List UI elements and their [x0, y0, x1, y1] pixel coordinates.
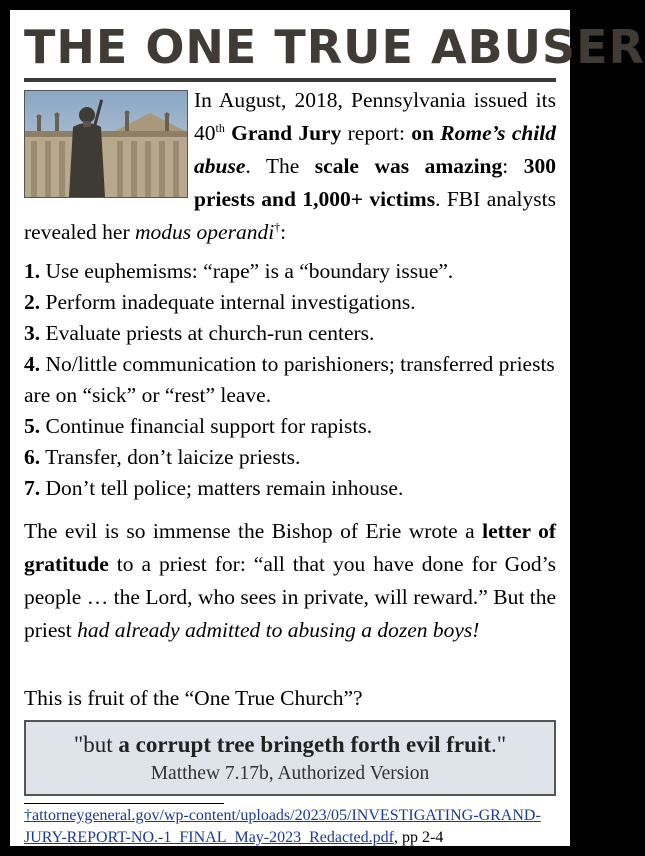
scripture-quote [26, 728, 554, 762]
quote-text: "but [73, 732, 119, 757]
romes-child-abuse-term: Rome’s child abuse [194, 121, 557, 178]
list-text: Don’t tell police; matters remain inhouse. [45, 476, 404, 500]
scripture-citation: Matthew 7.17b, Authorized Version [150, 763, 430, 784]
list-text: Transfer, don’t laicize priests. [45, 445, 301, 469]
intro-text: : [502, 154, 524, 178]
modus-operandi-term: modus operandi [135, 220, 275, 244]
intro-text: . The [245, 154, 315, 178]
paragraph-text: The evil is so immense the Bishop of Erie wrote a [24, 519, 483, 543]
list-number: 5. [24, 414, 41, 438]
list-item [24, 411, 556, 442]
list-item [24, 318, 556, 349]
intro-paragraph [24, 84, 556, 249]
footnote-marker: † [274, 219, 281, 234]
scripture-quote-box [24, 720, 556, 796]
poster-card [10, 10, 645, 846]
intro-text: : [280, 220, 287, 244]
list-item [24, 287, 556, 318]
list-text: Continue financial support for rapists. [45, 414, 373, 438]
list-item [24, 473, 556, 504]
list-text: No/little communication to parishioners; transferred priests are on “sick” or “rest” leave. [24, 352, 555, 407]
list-number: 7. [24, 476, 41, 500]
bishop-paragraph [24, 515, 556, 647]
intro-text: In August, 2018, Pennsylvania issued its 40 [194, 88, 556, 145]
title-divider [24, 78, 556, 82]
quote-text: ." [490, 732, 507, 757]
on-term: on [411, 121, 434, 145]
page-title: THE ONE TRUE ABUSER [24, 20, 645, 74]
list-number: 6. [24, 445, 41, 469]
grand-jury-term: Grand Jury [231, 121, 342, 145]
source-url: attorneygeneral.gov/wp-content/uploads/2023/05/INVESTIGATING-GRAND-JURY-REPORT-NO.-1_FINAL_May-2023_Redacted.pdf [24, 807, 541, 846]
list-item [24, 349, 556, 411]
letter-of-gratitude-term: letter of gratitude [24, 519, 557, 576]
modus-operandi-list [24, 256, 556, 504]
list-text: Use euphemisms: “rape” is a “boundary issue”. [45, 259, 454, 283]
list-number: 2. [24, 290, 41, 314]
footnote [24, 805, 560, 849]
footnote-dagger: † [24, 807, 32, 824]
scale-term: scale was amazing [314, 154, 503, 178]
ordinal-suffix: th [215, 120, 225, 135]
list-number: 3. [24, 321, 41, 345]
list-text: Evaluate priests at church-run centers. [45, 321, 375, 345]
paragraph-text: to a priest for: “all that you have done for God’s people … the Lord, who sees in private, will reward.” But the priest [24, 552, 556, 642]
list-number: 4. [24, 352, 41, 376]
admission-text: had already admitted to abusing a dozen boys! [77, 618, 480, 642]
source-link[interactable] [24, 807, 541, 846]
page-reference: , pp 2-4 [393, 829, 444, 846]
footnote-divider [24, 803, 224, 804]
quote-emphasis: a corrupt tree bringeth forth evil fruit [118, 732, 491, 757]
list-text: Perform inadequate internal investigations. [45, 290, 416, 314]
intro-text: . FBI analysts revealed her [24, 187, 556, 244]
closing-question: This is fruit of the “One True Church”? [24, 686, 363, 710]
intro-text: report: [341, 121, 412, 145]
list-number: 1. [24, 259, 41, 283]
list-item [24, 442, 556, 473]
list-item [24, 256, 556, 287]
victim-count: 300 priests and 1,000+ victims [194, 154, 556, 211]
